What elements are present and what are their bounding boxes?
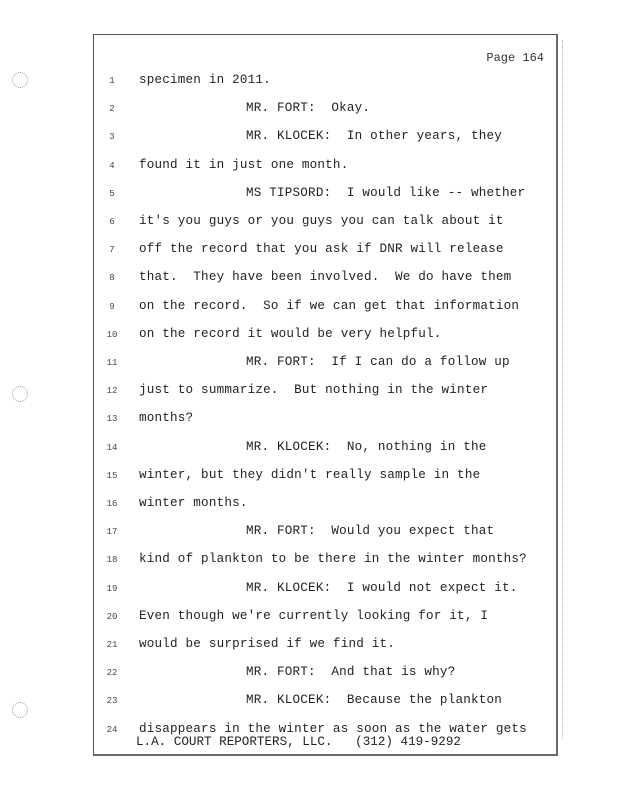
transcript-page bbox=[93, 34, 558, 756]
line-number: 18 bbox=[106, 555, 118, 566]
line-text: MR. FORT: Would you expect that bbox=[246, 524, 495, 539]
line-number: 12 bbox=[106, 386, 118, 397]
line-text: MS TIPSORD: I would like -- whether bbox=[246, 185, 526, 200]
transcript-line bbox=[94, 581, 556, 601]
line-text: disappears in the winter as soon as the water gets bbox=[139, 721, 527, 736]
transcript-line bbox=[94, 242, 556, 262]
transcript-line bbox=[94, 524, 556, 544]
line-text: winter, but they didn't really sample in the bbox=[139, 467, 481, 482]
line-number: 15 bbox=[106, 470, 118, 481]
line-text: specimen in 2011. bbox=[139, 73, 271, 87]
line-text: MR. FORT: Okay. bbox=[246, 101, 371, 116]
transcript-line bbox=[94, 552, 556, 572]
line-number: 19 bbox=[106, 583, 118, 594]
transcript-line bbox=[94, 355, 556, 375]
transcript-line bbox=[94, 101, 556, 121]
line-number: 10 bbox=[106, 329, 118, 340]
transcript-line bbox=[94, 411, 556, 431]
transcript-line bbox=[94, 299, 556, 319]
line-text: months? bbox=[139, 411, 194, 426]
line-text: winter months. bbox=[139, 496, 248, 510]
line-text: would be surprised if we find it. bbox=[139, 637, 395, 651]
transcript-line bbox=[94, 214, 556, 234]
line-text: MR. FORT: If I can do a follow up bbox=[246, 355, 510, 369]
line-text: that. They have been involved. We do have them bbox=[139, 270, 512, 285]
page-number: Page 164 bbox=[486, 51, 544, 65]
scan-edge-artifact bbox=[558, 40, 563, 740]
line-text: Even though we're currently looking for it, I bbox=[139, 608, 489, 623]
line-text: MR. KLOCEK: Because the plankton bbox=[246, 693, 502, 708]
punch-hole-middle bbox=[12, 386, 28, 402]
line-number: 14 bbox=[106, 442, 118, 453]
line-text: on the record. So if we can get that information bbox=[139, 298, 520, 313]
line-text: found it in just one month. bbox=[139, 157, 349, 172]
transcript-line bbox=[94, 609, 556, 629]
transcript-line bbox=[94, 129, 556, 149]
line-number: 13 bbox=[106, 414, 118, 425]
court-reporter-footer: L.A. COURT REPORTERS, LLC. (312) 419-9292 bbox=[136, 735, 461, 749]
transcript-line bbox=[94, 440, 556, 460]
line-text: on the record it would be very helpful. bbox=[139, 326, 442, 341]
line-number: 4 bbox=[109, 160, 115, 171]
transcript-line bbox=[94, 637, 556, 657]
transcript-line bbox=[94, 468, 556, 488]
line-text: off the record that you ask if DNR will release bbox=[139, 242, 504, 257]
line-text: kind of plankton to be there in the winter months? bbox=[139, 552, 527, 567]
line-number: 9 bbox=[109, 301, 115, 312]
line-number: 7 bbox=[109, 245, 115, 256]
transcript-line bbox=[94, 327, 556, 347]
transcript-line bbox=[94, 665, 556, 685]
transcript-line bbox=[94, 186, 556, 206]
transcript-line bbox=[94, 496, 556, 516]
line-number: 8 bbox=[109, 273, 115, 284]
line-number: 17 bbox=[106, 527, 118, 538]
line-number: 16 bbox=[106, 499, 118, 509]
line-number: 11 bbox=[106, 358, 118, 368]
line-text: MR. KLOCEK: I would not expect it. bbox=[246, 580, 518, 595]
line-number: 6 bbox=[109, 217, 115, 227]
line-text: MR. KLOCEK: In other years, they bbox=[246, 129, 502, 144]
transcript-line bbox=[94, 158, 556, 178]
line-number: 23 bbox=[106, 696, 118, 707]
line-number: 21 bbox=[106, 640, 118, 650]
line-text: MR. FORT: And that is why? bbox=[246, 665, 456, 680]
punch-hole-bottom bbox=[12, 702, 28, 718]
line-text: MR. KLOCEK: No, nothing in the bbox=[246, 439, 487, 454]
transcript-line bbox=[94, 693, 556, 713]
punch-hole-top bbox=[12, 72, 28, 88]
line-number: 22 bbox=[106, 668, 118, 679]
transcript-line bbox=[94, 383, 556, 403]
line-number: 5 bbox=[109, 188, 115, 199]
line-text: just to summarize. But nothing in the winter bbox=[139, 383, 489, 398]
line-number: 3 bbox=[109, 132, 115, 143]
line-number: 24 bbox=[106, 724, 118, 735]
transcript-line bbox=[94, 73, 556, 93]
line-number: 1 bbox=[109, 76, 115, 86]
line-number: 2 bbox=[109, 104, 115, 115]
line-number: 20 bbox=[106, 611, 118, 622]
transcript-line bbox=[94, 270, 556, 290]
line-text: it's you guys or you guys you can talk about it bbox=[139, 214, 504, 228]
